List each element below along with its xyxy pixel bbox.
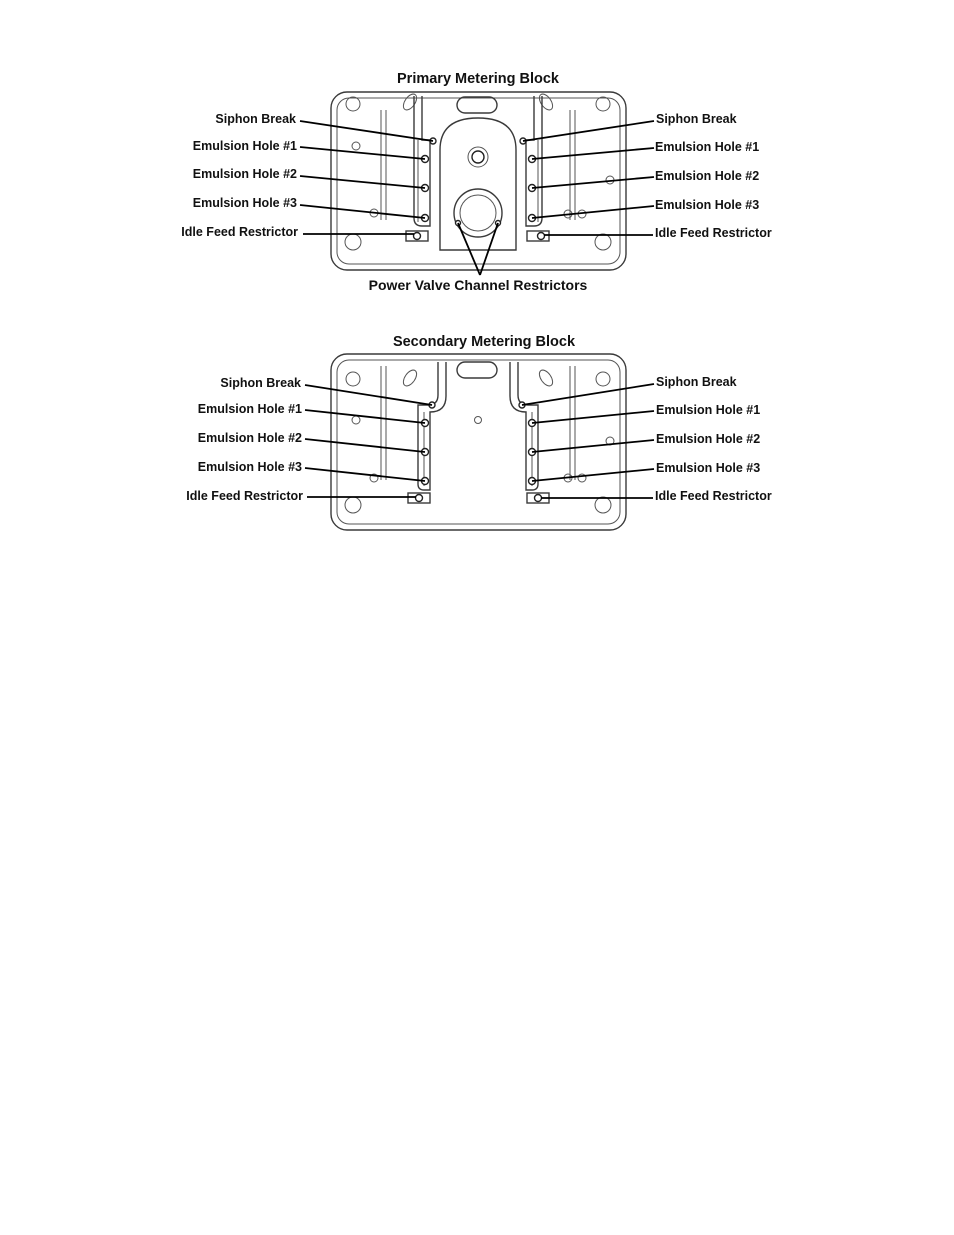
primary-idle-feed-restrictor-label-left: Idle Feed Restrictor (181, 225, 298, 239)
secondary-emulsion-hole-3-label-left: Emulsion Hole #3 (197, 460, 302, 474)
primary-idle-feed-restrictor-right (538, 233, 545, 240)
primary-siphon-break-label-right: Siphon Break (656, 112, 737, 126)
primary-block-outline (331, 92, 626, 270)
primary-emulsion-hole-3-label-left: Emulsion Hole #3 (192, 196, 297, 210)
secondary-idle-feed-restrictor-right (535, 495, 542, 502)
primary-emulsion-hole-2-label-right: Emulsion Hole #2 (655, 169, 760, 183)
secondary-emulsion-hole-3-label-right: Emulsion Hole #3 (656, 461, 761, 475)
primary-title: Primary Metering Block (397, 71, 559, 87)
secondary-siphon-break-label-right: Siphon Break (656, 375, 737, 389)
primary-emulsion-hole-1-label-right: Emulsion Hole #1 (655, 140, 760, 154)
secondary-leader-lines (305, 384, 654, 498)
primary-emulsion-hole-3-label-right: Emulsion Hole #3 (655, 198, 760, 212)
secondary-title: Secondary Metering Block (392, 334, 576, 350)
primary-power-valve-label: Power Valve Channel Restrictors (368, 277, 588, 293)
primary-idle-feed-restrictor-label-right: Idle Feed Restrictor (655, 226, 772, 240)
secondary-idle-feed-restrictor-label-right: Idle Feed Restrictor (655, 489, 772, 503)
primary-leader-lines (300, 121, 654, 275)
primary-emulsion-hole-1-label-left: Emulsion Hole #1 (192, 139, 297, 153)
primary-siphon-break-label-left: Siphon Break (215, 112, 296, 126)
primary-emulsion-hole-2-label-left: Emulsion Hole #2 (192, 167, 297, 181)
secondary-siphon-break-label-left: Siphon Break (220, 376, 301, 390)
secondary-metering-block (186, 334, 772, 530)
secondary-emulsion-hole-2-label-right: Emulsion Hole #2 (656, 432, 761, 446)
secondary-emulsion-hole-2-label-left: Emulsion Hole #2 (197, 431, 302, 445)
secondary-idle-feed-restrictor-left (416, 495, 423, 502)
secondary-emulsion-hole-1-label-left: Emulsion Hole #1 (197, 402, 302, 416)
primary-metering-block (181, 71, 772, 293)
secondary-block-outline (331, 354, 626, 530)
secondary-idle-feed-restrictor-label-left: Idle Feed Restrictor (186, 489, 303, 503)
secondary-emulsion-hole-1-label-right: Emulsion Hole #1 (656, 403, 761, 417)
primary-idle-feed-restrictor-left (414, 233, 421, 240)
